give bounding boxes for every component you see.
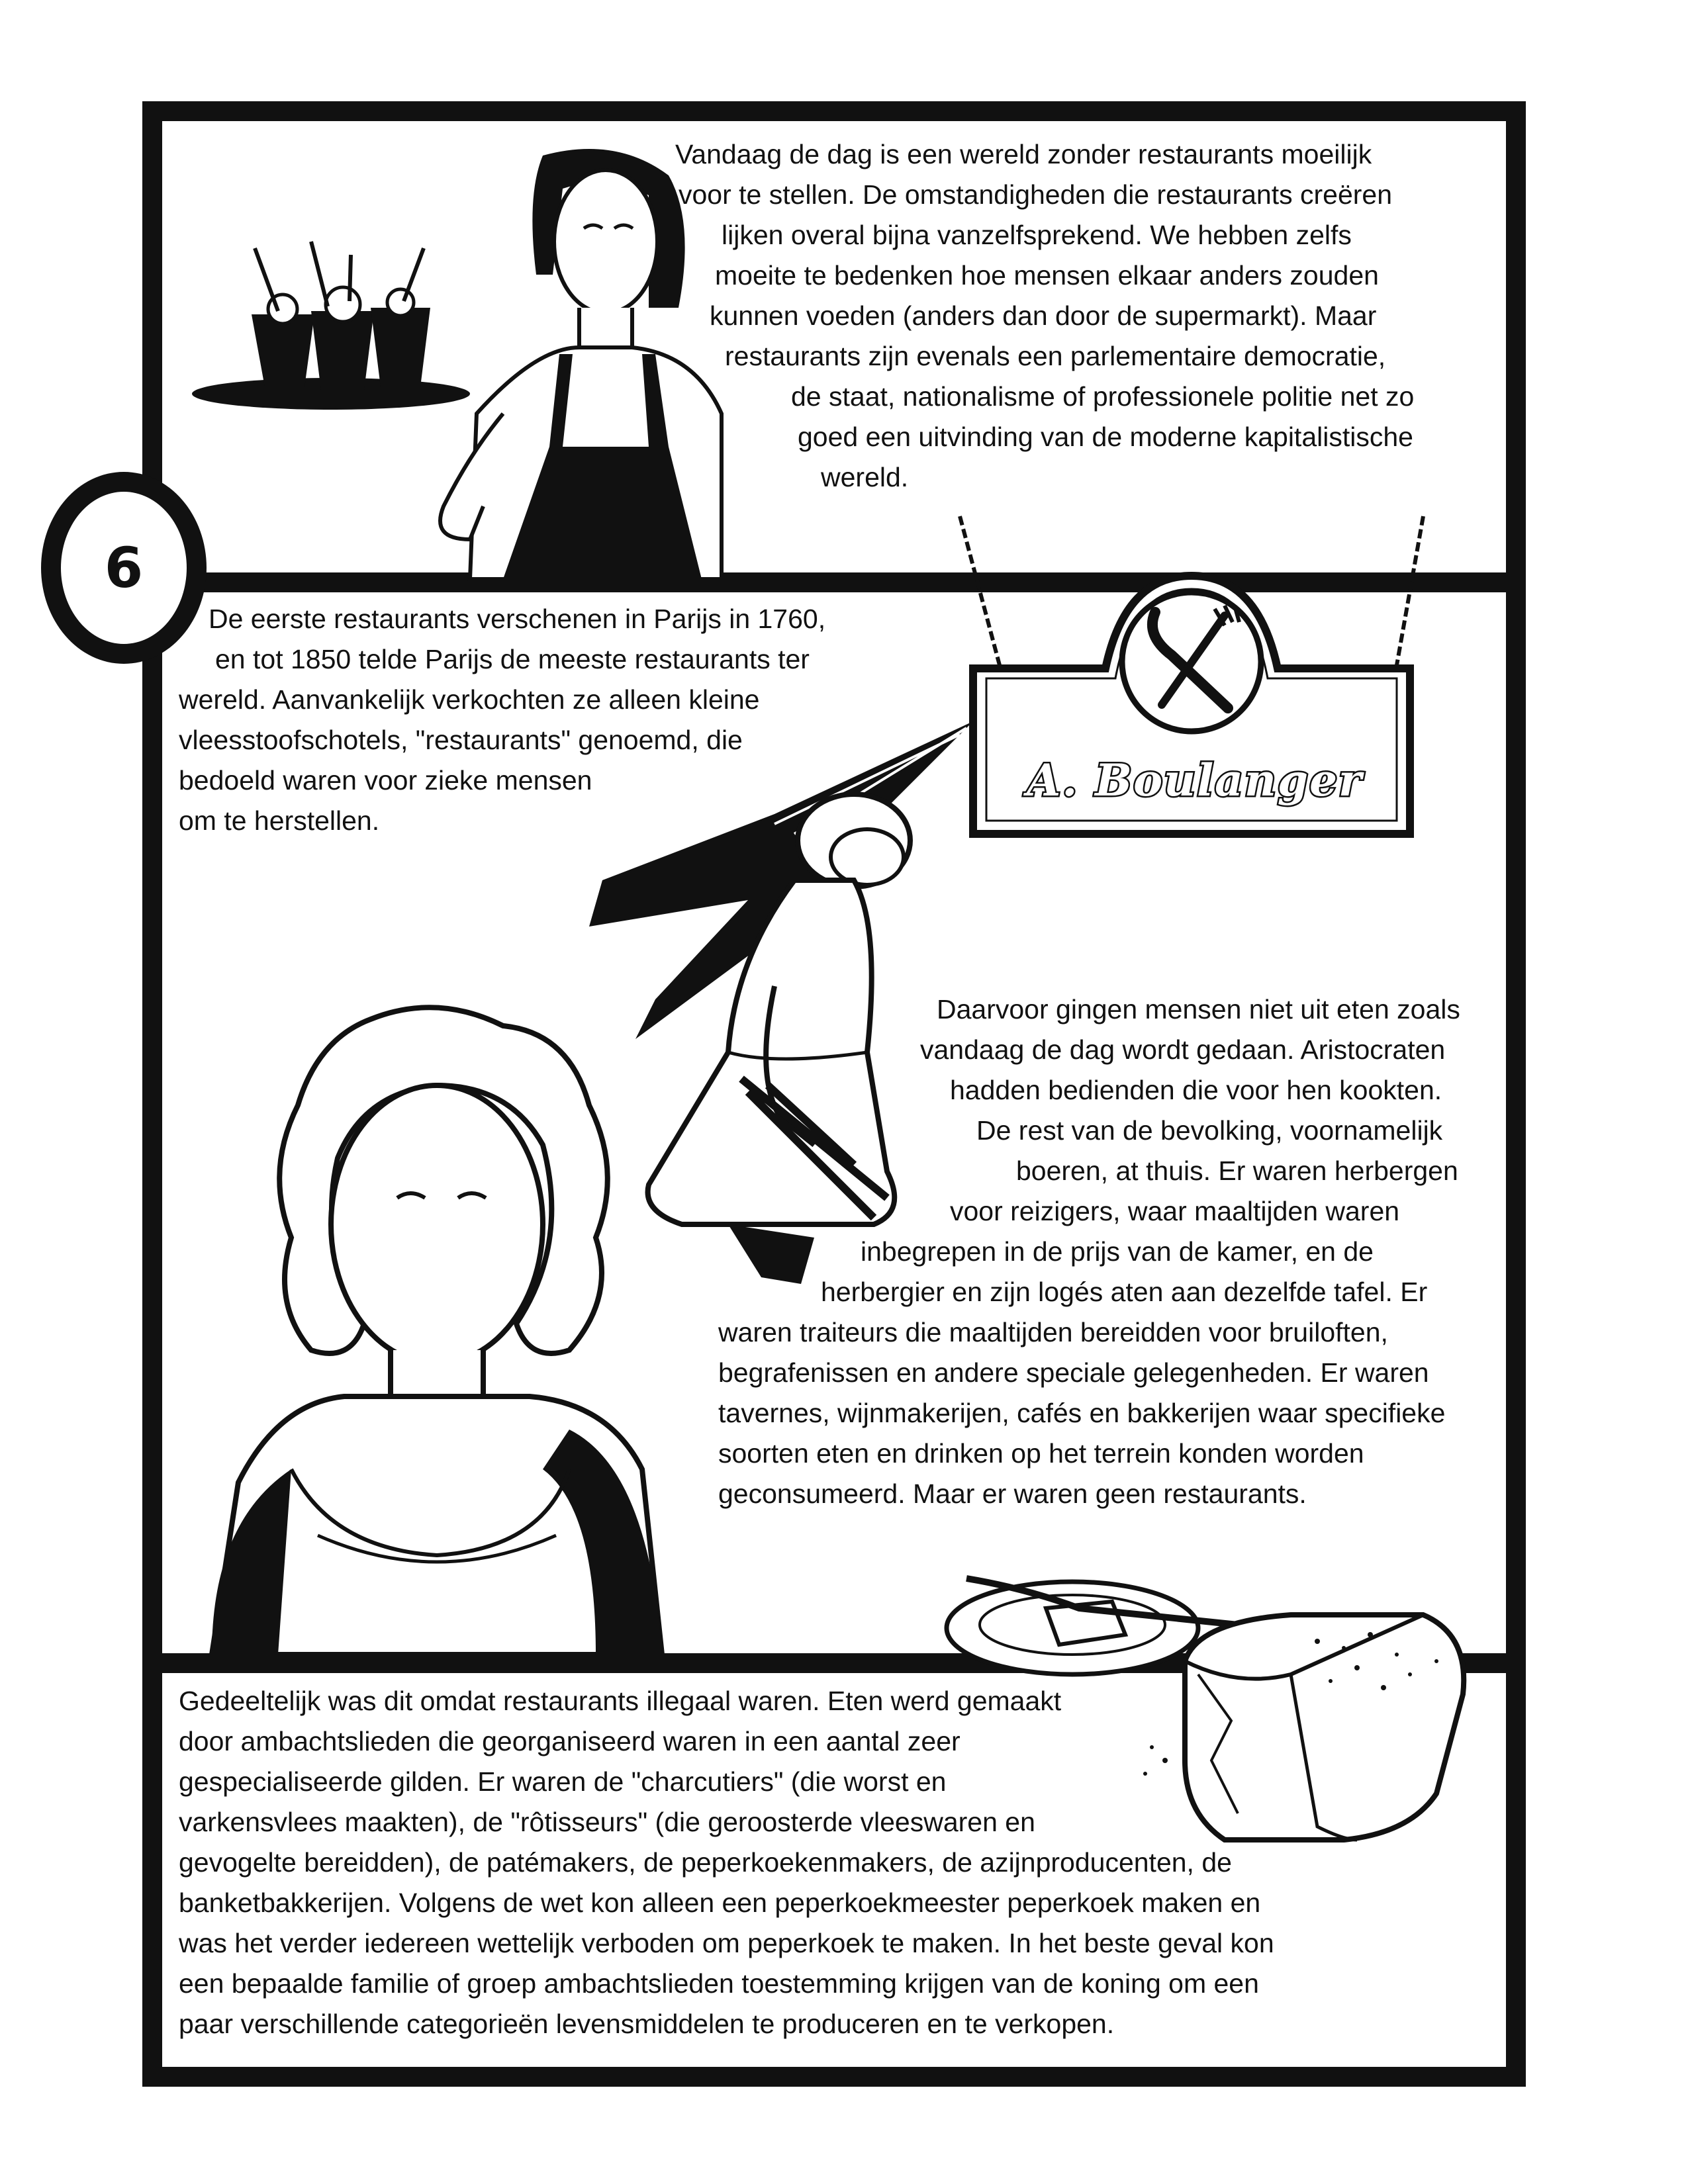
text-line: De eerste restaurants verschenen in Parijs in 1760, (209, 604, 826, 634)
text-line: voor reizigers, waar maaltijden waren (950, 1196, 1400, 1226)
text-line: Daarvoor gingen mensen niet uit eten zoals (937, 994, 1460, 1024)
aristocrat-illustration (199, 1006, 688, 1655)
text-line: vleesstoofschotels, "restaurants" genoemd, die (179, 725, 743, 755)
waitress-illustration (192, 136, 722, 579)
text-line: vandaag de dag wordt gedaan. Aristocraten (920, 1034, 1446, 1065)
text-line: banketbakkerijen. Volgens de wet kon alleen een peperkoekmeester peperkoek maken en (179, 1888, 1261, 1918)
text-line: door ambachtslieden die georganiseerd waren in een aantal zeer (179, 1726, 961, 1756)
text-line: restaurants zijn evenals een parlementaire democratie, (725, 341, 1386, 371)
text-line: hadden bedienden die voor hen kookten. (950, 1075, 1442, 1105)
paragraph-before-restaurants (718, 989, 1460, 1514)
text-line: paar verschillende categorieën levensmiddelen te produceren en te verkopen. (179, 2009, 1115, 2039)
text-line: de staat, nationalisme of professionele politie net zo (791, 381, 1415, 412)
text-line: lijken overal bijna vanzelfsprekend. We hebben zelfs (722, 220, 1352, 250)
text-line: wereld. Aanvankelijk verkochten ze alleen kleine (179, 684, 760, 715)
text-line: soorten eten en drinken op het terrein konden worden (718, 1438, 1364, 1469)
text-line: om te herstellen. (179, 805, 380, 836)
sign-lettering: A. Boulanger (1027, 754, 1363, 806)
text-line: een bepaalde familie of groep ambachtslieden toestemming krijgen van de koning om een (179, 1968, 1259, 1999)
text-line: Gedeeltelijk was dit omdat restaurants illegaal waren. Eten werd gemaakt (179, 1686, 1062, 1716)
paragraph-intro (675, 134, 1414, 498)
text-line: herbergier en zijn logés aten aan dezelfde tafel. Er (821, 1277, 1428, 1307)
text-line: varkensvlees maakten), de "rôtisseurs" (die geroosterde vleeswaren en (179, 1807, 1035, 1837)
text-line: was het verder iedereen wettelijk verboden om peperkoek te maken. In het beste geval kon (179, 1928, 1274, 1958)
text-line: goed een uitvinding van de moderne kapitalistische (798, 422, 1413, 452)
paragraph-guilds (179, 1681, 1274, 2044)
text-line: tavernes, wijnmakerijen, cafés en bakkerijen waar specifieke (718, 1398, 1446, 1428)
text-line: moeite te bedenken hoe mensen elkaar anders zouden (715, 260, 1379, 291)
text-line: Vandaag de dag is een wereld zonder restaurants moeilijk (675, 139, 1372, 169)
text-line: De rest van de bevolking, voornamelijk (976, 1115, 1443, 1146)
text-line: en tot 1850 telde Parijs de meeste restaurants ter (215, 644, 810, 674)
text-line: gevogelte bereidden), de patémakers, de peperkoekenmakers, de azijnproducenten, de (179, 1847, 1232, 1878)
text-line: voor te stellen. De omstandigheden die restaurants creëren (679, 179, 1393, 210)
text-line: gespecialiseerde gilden. Er waren de "charcutiers" (die worst en (179, 1766, 947, 1797)
text-line: geconsumeerd. Maar er waren geen restaurants. (718, 1479, 1307, 1509)
restaurant-sign-illustration (947, 503, 1436, 860)
paragraph-first-restaurants (179, 599, 825, 841)
text-line: wereld. (821, 462, 909, 492)
text-line: boeren, at thuis. Er waren herbergen (1016, 1156, 1458, 1186)
text-line: begrafenissen en andere speciale gelegenheden. Er waren (718, 1357, 1429, 1388)
page-number: 6 (104, 535, 144, 600)
text-line: waren traiteurs die maaltijden bereidden voor bruiloften, (718, 1317, 1388, 1347)
text-line: bedoeld waren voor zieke mensen (179, 765, 592, 796)
text-line: kunnen voeden (anders dan door de supermarkt). Maar (710, 300, 1377, 331)
text-line: inbegrepen in de prijs van de kamer, en de (861, 1236, 1374, 1267)
